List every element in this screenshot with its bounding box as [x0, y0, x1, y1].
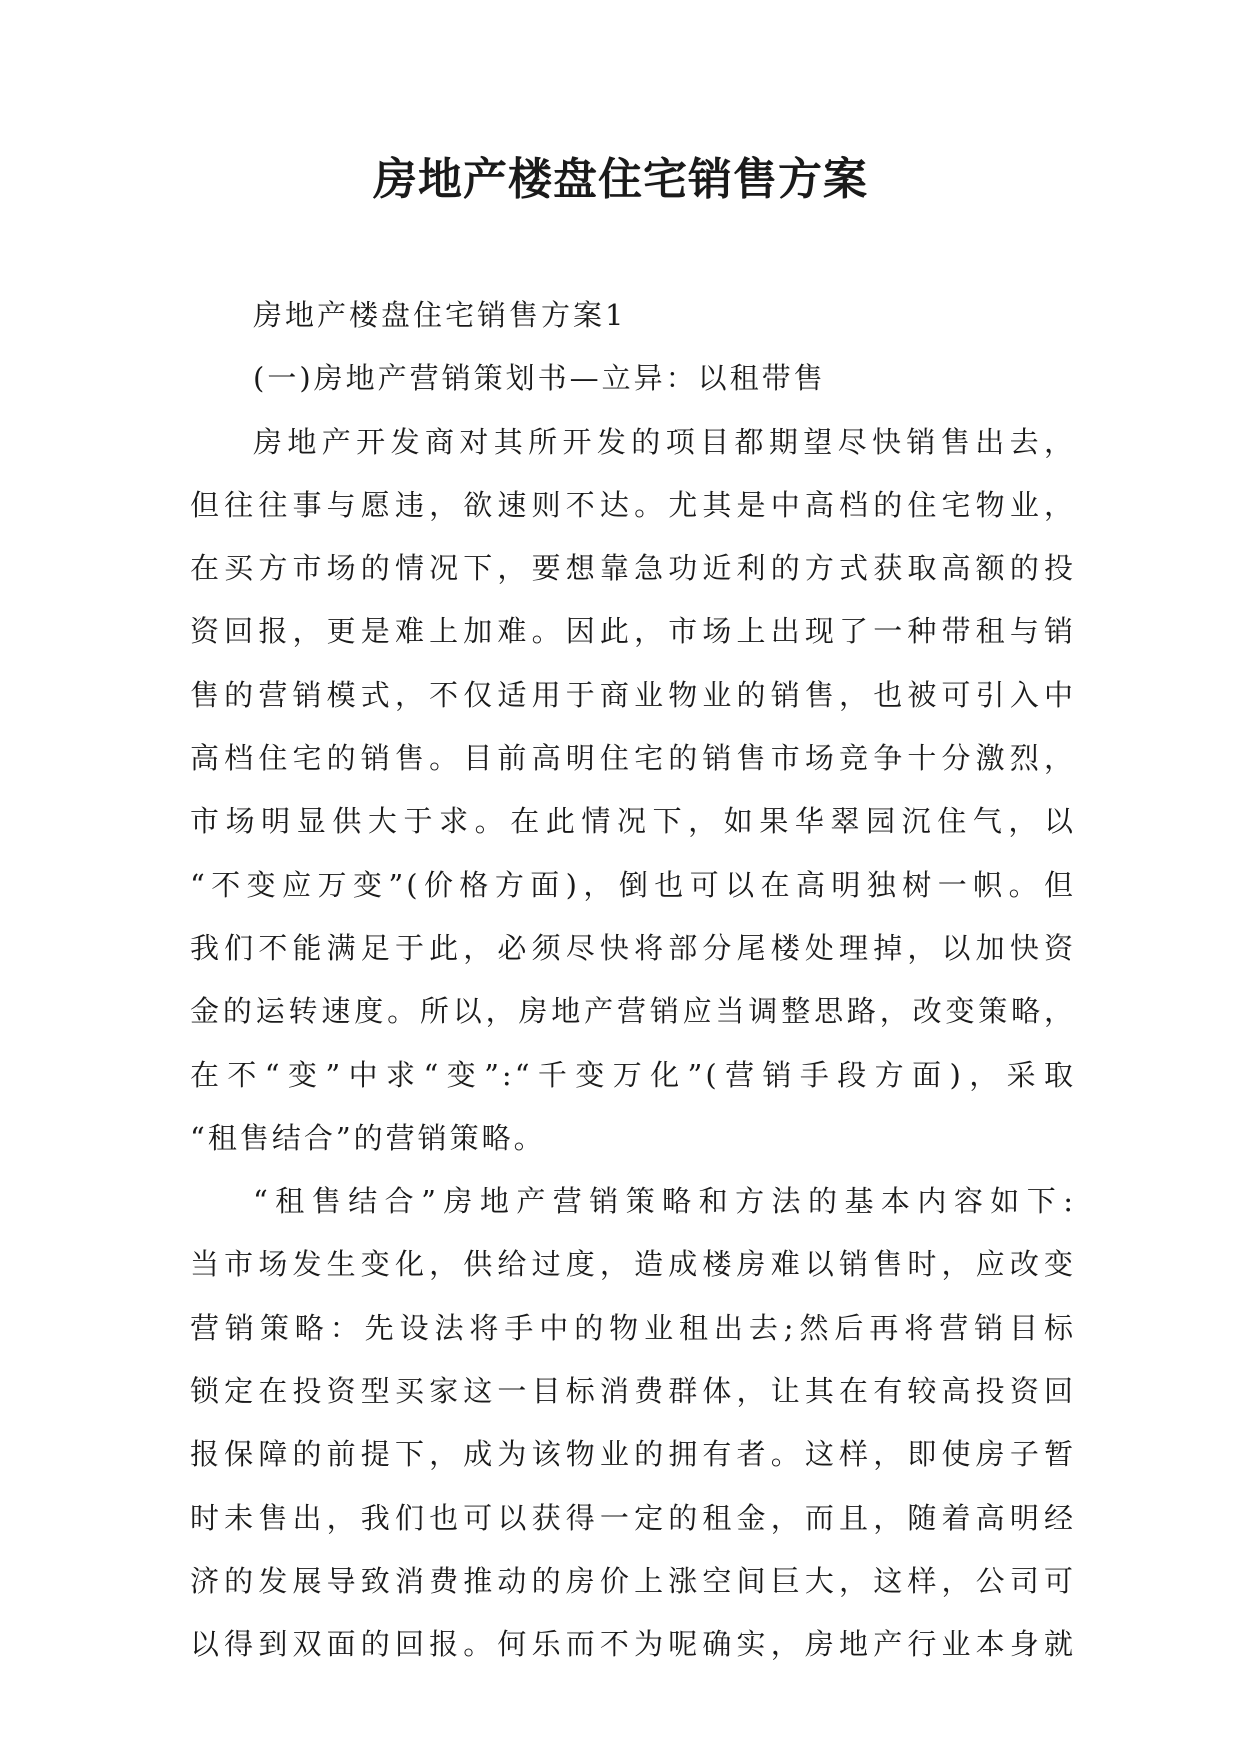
- paragraph-line: 高档住宅的销售。目前高明住宅的销售市场竞争十分激烈，: [190, 741, 1076, 776]
- paragraph-line: “不变应万变”(价格方面)，倒也可以在高明独树一帜。但: [190, 867, 1076, 902]
- paragraph-line: 报保障的前提下，成为该物业的拥有者。这样，即使房子暂: [190, 1437, 1076, 1472]
- paragraph-line: 但往往事与愿违，欲速则不达。尤其是中高档的住宅物业，: [190, 487, 1076, 522]
- paragraph-line: 当市场发生变化，供给过度，造成楼房难以销售时，应改变: [190, 1247, 1076, 1282]
- document-body: [190, 284, 1076, 1677]
- paragraph-line: “租售结合”的营销策略。: [190, 1120, 546, 1155]
- paragraph-line: “租售结合”房地产营销策略和方法的基本内容如下:: [253, 1184, 1076, 1219]
- paragraph-line: 营销策略：先设法将手中的物业租出去;然后再将营销目标: [190, 1310, 1076, 1345]
- document-title: 房地产楼盘住宅销售方案: [373, 154, 868, 205]
- paragraph-line: 资回报，更是难上加难。因此，市场上出现了一种带租与销: [190, 614, 1076, 649]
- paragraph-line: 时未售出，我们也可以获得一定的租金，而且，随着高明经: [190, 1500, 1076, 1535]
- paragraph-line: 以得到双面的回报。何乐而不为呢确实，房地产行业本身就: [190, 1627, 1076, 1662]
- section-heading: 房地产楼盘住宅销售方案1: [253, 298, 627, 332]
- paragraph-line: 售的营销模式，不仅适用于商业物业的销售，也被可引入中: [190, 677, 1076, 712]
- subsection-heading: (一)房地产营销策划书—立异：以租带售: [253, 361, 826, 396]
- paragraph-line: 在不“变”中求“变”:“千变万化”(营销手段方面)，采取: [190, 1057, 1076, 1092]
- paragraph-line: 济的发展导致消费推动的房价上涨空间巨大，这样，公司可: [190, 1563, 1076, 1598]
- paragraph-line: 锁定在投资型买家这一目标消费群体，让其在有较高投资回: [190, 1374, 1076, 1409]
- paragraph-line: 我们不能满足于此，必须尽快将部分尾楼处理掉，以加快资: [190, 930, 1076, 965]
- paragraph-line: 在买方市场的情况下，要想靠急功近利的方式获取高额的投: [190, 551, 1076, 586]
- paragraph-line: 房地产开发商对其所开发的项目都期望尽快销售出去，: [253, 424, 1076, 459]
- paragraph-line: 金的运转速度。所以，房地产营销应当调整思路，改变策略，: [190, 994, 1076, 1029]
- paragraph-line: 市场明显供大于求。在此情况下，如果华翠园沉住气，以: [190, 804, 1076, 839]
